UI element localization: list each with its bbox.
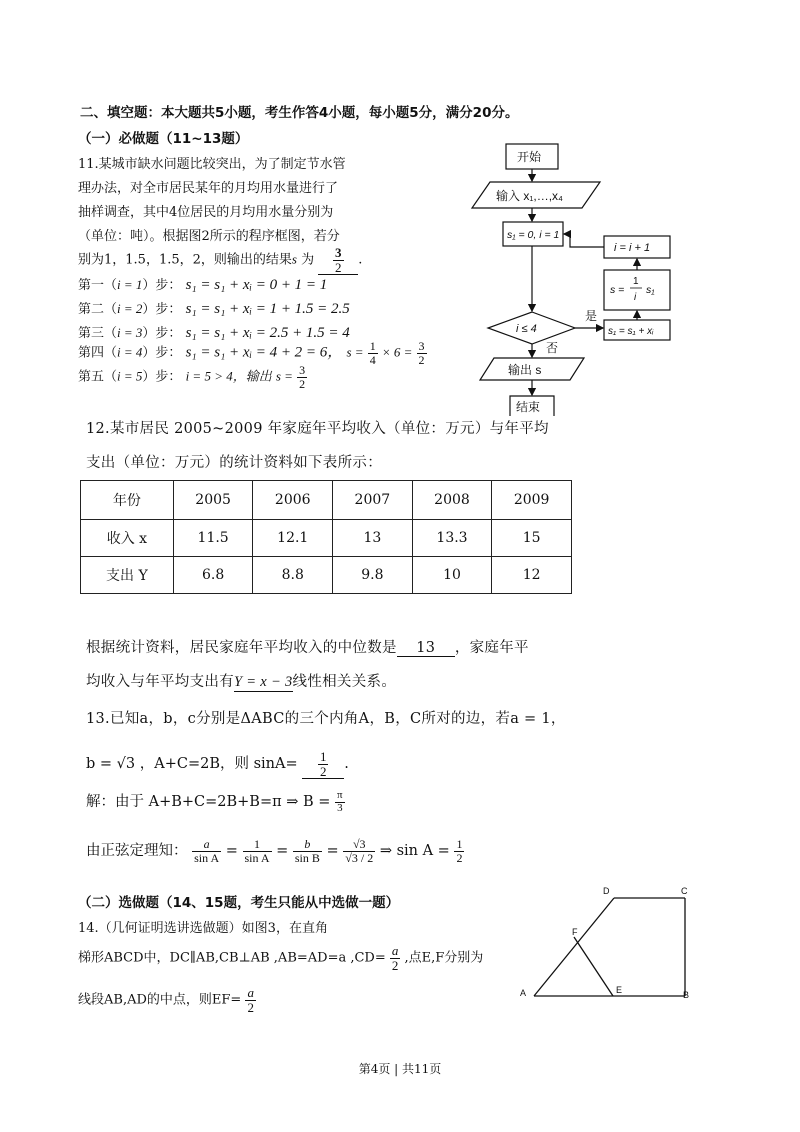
table-cell: 15: [492, 520, 572, 557]
point-b-label: B: [683, 990, 690, 1000]
flow-no-label: 否: [546, 341, 559, 355]
table-header-cell: 2006: [253, 481, 333, 520]
flow-calc-suffix: s₁: [646, 284, 655, 296]
q12-regression-answer: Y = x − 3: [234, 674, 293, 690]
table-cell: 8.8: [253, 557, 333, 594]
q11-step1: 第一（i = 1）步： s₁ = s₁ + xᵢ = 0 + 1 = 1: [78, 277, 328, 293]
optional-header: （二）选做题（14、15题，考生只能从中选做一题）: [78, 895, 400, 911]
table-cell: 6.8: [173, 557, 253, 594]
flow-inc-label: i = i + 1: [614, 242, 651, 254]
table-header-cell: 2007: [333, 481, 413, 520]
flow-init-label: s₁ = 0, i = 1: [507, 229, 560, 241]
flow-update-label: s₁ = s₁ + xᵢ: [608, 326, 654, 337]
q13-line2: b = √3 ，A+C=2B，则 sinA= $\frac{1}{2}$ .: [86, 749, 349, 779]
point-f-label: F: [572, 927, 578, 937]
table-header-cell: 2005: [173, 481, 253, 520]
flow-output-label: 输出 s: [508, 363, 542, 377]
table-cell: 12.1: [253, 520, 333, 557]
q12-median-answer: 13: [397, 640, 455, 657]
table-cell: 收入 x: [81, 520, 174, 557]
q14-line2: 梯形ABCD中，DC∥AB,CB⊥AB ,AB=AD=a ,CD= $\frac{a}{2}$ ,点E,F分别为: [78, 943, 484, 973]
q11-step2: 第二（i = 2）步： s₁ = s₁ + xᵢ = 1 + 1.5 = 2.5: [78, 301, 350, 317]
point-a-label: A: [520, 988, 527, 998]
q11-step3: 第三（i = 3）步： s₁ = s₁ + xᵢ = 2.5 + 1.5 = 4: [78, 325, 350, 341]
q13-solution2: 由正弦定理知： $\frac{a}{\text{sin A}}$ = $\frac{1}{\text{sin A}}$ = $\frac{b}{\text{sin B}}$ = $\frac{√3}{√3 / 2}$ ⇒ sin A = $\frac{1}{2}$: [86, 837, 463, 865]
q12-line2: 支出（单位：万元）的统计资料如下表所示：: [86, 455, 382, 471]
q11-step4: 第四（i = 4）步： s₁ = s₁ + xᵢ = 4 + 2 = 6， s = $\frac{1}{4}$ × 6 = $\frac{3}{2}$: [78, 339, 425, 367]
q11-line1: 11.某城市缺水问题比较突出，为了制定节水管: [78, 157, 346, 172]
table-row-expense: [81, 557, 572, 594]
table-cell: 10: [412, 557, 492, 594]
table-cell: 13: [333, 520, 413, 557]
q14-line1: 14.（几何证明选讲选做题）如图3，在直角: [78, 921, 328, 936]
flow-start-label: 开始: [517, 150, 542, 164]
table-header-cell: 2008: [412, 481, 492, 520]
q11-step5: 第五（i = 5）步： i = 5 > 4，输出 s = $\frac{3}{2}$: [78, 363, 306, 391]
table-cell: 9.8: [333, 557, 413, 594]
flow-calc-num: 1: [633, 276, 639, 287]
flow-calc-prefix: s =: [610, 284, 625, 296]
q13-answer: $\frac{1}{2}$: [302, 750, 344, 779]
q13-line1: 13.已知a，b，c分别是ΔABC的三个内角A，B，C所对的边，若a = 1，: [86, 711, 566, 727]
q11-line4: （单位：吨）。根据图2所示的程序框图，若分: [78, 229, 340, 244]
table-header-cell: 年份: [81, 481, 174, 520]
required-header: （一）必做题（11~13题）: [78, 131, 249, 147]
table-cell: 13.3: [412, 520, 492, 557]
stats-table: [80, 480, 572, 594]
flowchart-figure: [470, 140, 720, 418]
flow-end-label: 结束: [516, 400, 541, 414]
page-footer: 第4页 | 共11页: [358, 1062, 442, 1076]
table-cell: 支出 Y: [81, 557, 174, 594]
table-header-cell: 2009: [492, 481, 572, 520]
table-cell: 11.5: [173, 520, 253, 557]
q11-answer: $\frac{3}{2}$: [318, 246, 358, 275]
point-d-label: D: [603, 886, 610, 896]
flow-calc-den: i: [634, 292, 637, 303]
q14-answer: $\frac{a}{2}$: [247, 985, 254, 1015]
table-header-row: [81, 481, 572, 520]
flow-yes-label: 是: [585, 309, 598, 323]
section-header: 二、填空题：本大题共5小题，考生作答4小题，每小题5分，满分20分。: [80, 105, 519, 121]
flow-cond-label: i ≤ 4: [516, 323, 537, 335]
table-row-income: [81, 520, 572, 557]
q11-line2: 理办法，对全市居民某年的月均用水量进行了: [78, 181, 339, 196]
trapezoid-figure: [510, 880, 710, 1010]
point-c-label: C: [681, 886, 688, 896]
q11-line3: 抽样调查，其中4位居民的月均用水量分别为: [78, 205, 334, 220]
q12-answer-line1: 根据统计资料，居民家庭年平均收入的中位数是 13 ，家庭年平: [86, 640, 529, 656]
table-cell: 12: [492, 557, 572, 594]
q12-line1: 12.某市居民 2005~2009 年家庭年平均收入（单位：万元）与年平均: [86, 421, 549, 437]
flow-input-label: 输入 x₁,…,x₄: [496, 189, 563, 203]
point-e-label: E: [616, 985, 623, 995]
q14-line3: 线段AB,AD的中点，则EF= $\frac{a}{2}$: [78, 985, 254, 1015]
segment-ef: [574, 937, 613, 996]
q13-solution1: 解：由于 A+B+C=2B+B=π ⇒ B = $\frac{\pi}{3}$: [86, 789, 343, 814]
q12-answer-line2: 均收入与年平均支出有Y = x − 3线性相关关系。: [86, 674, 397, 690]
segment-da: [534, 898, 614, 996]
q11-line5: 别为1，1.5，1.5，2，则输出的结果s 为 $\frac{3}{2}$ .: [78, 245, 363, 275]
